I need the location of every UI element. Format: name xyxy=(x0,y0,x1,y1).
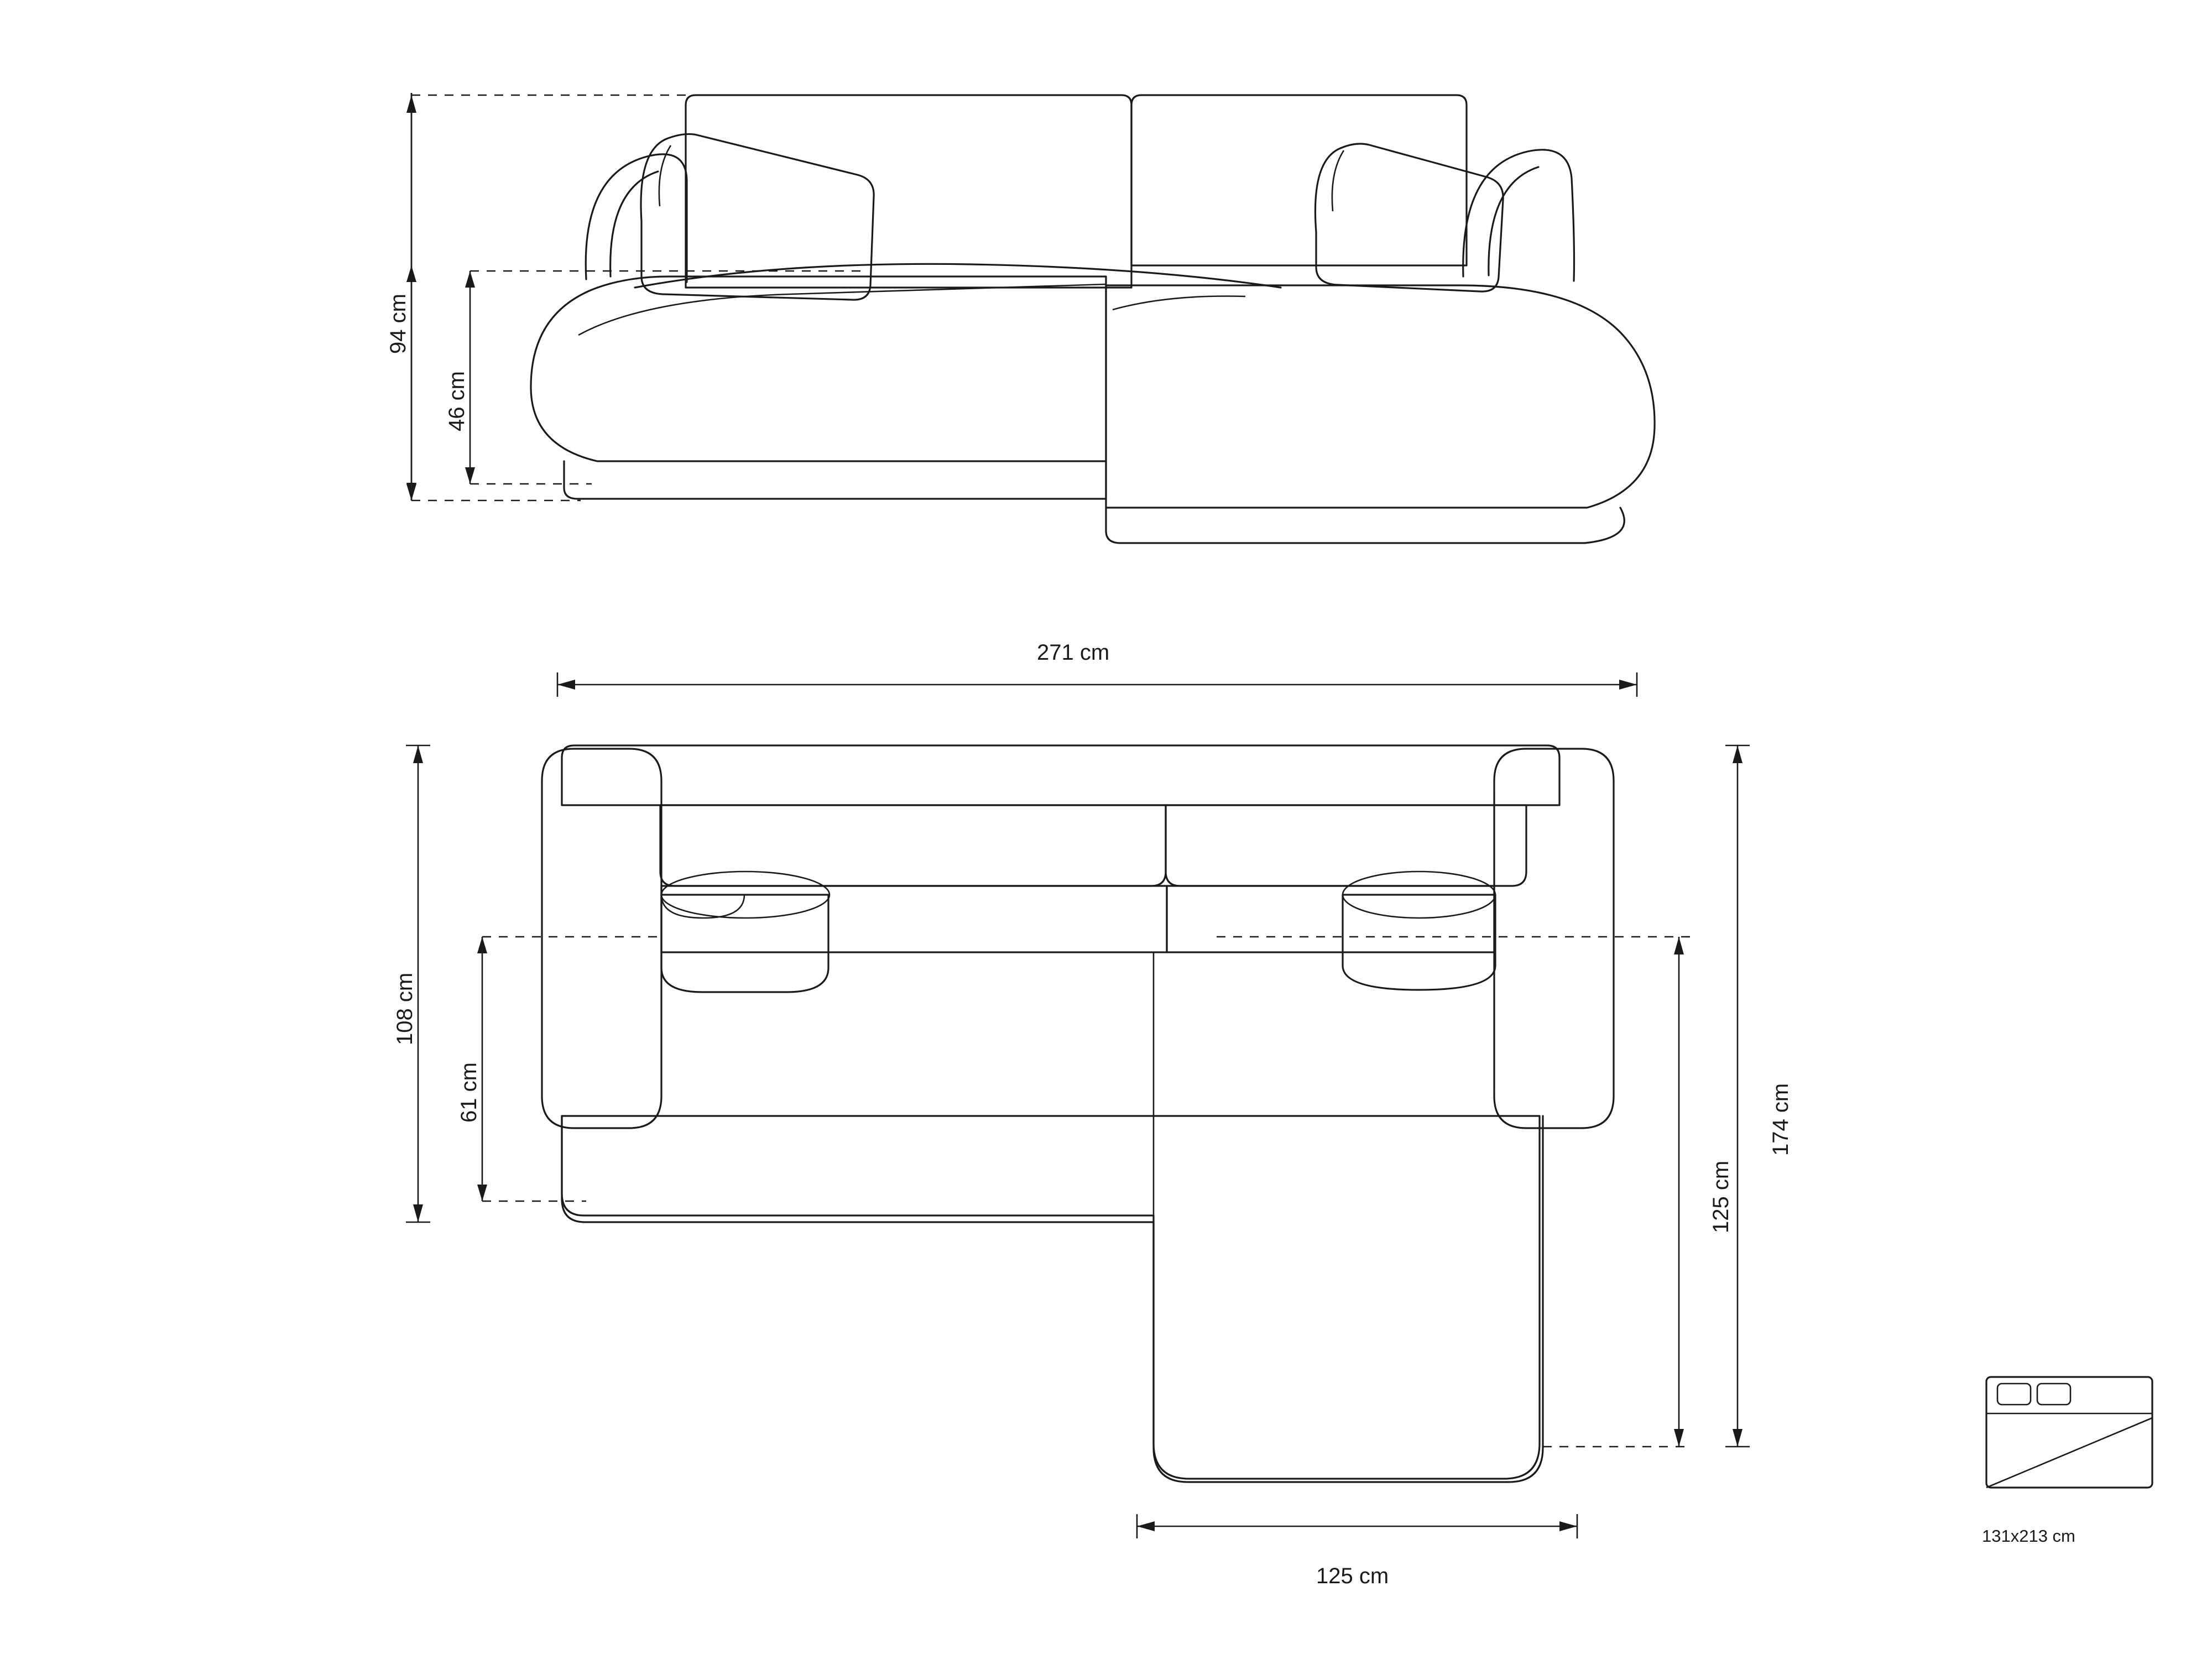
dim-271-arrow-left xyxy=(557,680,575,690)
dim-label-total-depth: 174 cm xyxy=(1768,1083,1793,1156)
sofa-body-left xyxy=(531,276,1106,461)
arm-right-inner xyxy=(1489,167,1538,275)
seat-cushion-right-plan xyxy=(1167,886,1494,952)
backrest-left xyxy=(686,95,1131,288)
plinth-chaise xyxy=(1106,508,1624,543)
dim-174-arrow-b xyxy=(1733,1429,1743,1447)
bed-size-icon xyxy=(1986,1377,2152,1488)
bed-size-label: 131x213 cm xyxy=(1982,1526,2075,1546)
dim-271-arrow-right xyxy=(1619,680,1637,690)
dim-108-arrow-a xyxy=(413,745,423,763)
plinth-left xyxy=(564,461,1106,499)
dim-108-arrow-b xyxy=(413,1204,423,1222)
chaise-body xyxy=(1106,285,1655,508)
dim-125v-arrow-b xyxy=(1674,1429,1684,1447)
pillow-left-plan xyxy=(661,895,828,992)
dim-46-arrow-a xyxy=(465,271,475,288)
dim-61-arrow-a xyxy=(477,937,487,953)
dim-94-arrow-b xyxy=(406,483,416,500)
pillow-right-fold xyxy=(1332,150,1344,211)
arm-right-outer xyxy=(1463,150,1574,281)
throw-pillow-right xyxy=(1315,144,1503,291)
pillow-right-plan xyxy=(1343,895,1495,990)
dim-label-total-width: 271 cm xyxy=(1037,640,1110,665)
front-elevation-view xyxy=(406,93,1655,543)
bed-pillow-left xyxy=(1997,1384,2031,1405)
backrest-cushion-right xyxy=(1166,805,1526,886)
dim-label-chaise-width: 125 cm xyxy=(1316,1564,1389,1588)
bed-duvet-diagonal xyxy=(1986,1418,2152,1488)
dim-label-chaise-depth: 125 cm xyxy=(1709,1160,1733,1233)
dim-125v-arrow-a xyxy=(1674,937,1684,954)
plan-body-outline-partial xyxy=(562,1116,1543,1482)
bed-outline xyxy=(1986,1377,2152,1488)
dim-label-seat-depth: 61 cm xyxy=(457,1062,481,1123)
dim-174-arrow-a xyxy=(1733,745,1743,763)
dim-61-arrow-b xyxy=(477,1185,487,1201)
plan-body-outline xyxy=(562,1116,1540,1479)
dim-125h-arrow-a xyxy=(1137,1521,1155,1531)
top-plan-view xyxy=(406,672,1750,1538)
backrest-cushion-left xyxy=(660,805,1166,886)
arm-left-inner xyxy=(611,171,658,276)
seat-cushion-contour xyxy=(578,284,1106,335)
dim-label-total-height: 94 cm xyxy=(386,294,410,354)
bed-pillow-right xyxy=(2037,1384,2070,1405)
dim-46-arrow-b xyxy=(465,467,475,484)
dim-94-arrow-a xyxy=(406,95,416,113)
arm-left-outer xyxy=(586,154,687,282)
dim-125h-arrow-b xyxy=(1559,1521,1577,1531)
back-rail xyxy=(562,745,1559,805)
dim-label-sofa-depth: 108 cm xyxy=(393,972,417,1045)
seat-cushion-left-plan xyxy=(661,886,1167,952)
chaise-seat-line xyxy=(1113,296,1245,310)
backrest-right xyxy=(1131,95,1467,265)
throw-pillow-left xyxy=(641,134,874,300)
dim-label-seat-height: 46 cm xyxy=(445,371,469,431)
